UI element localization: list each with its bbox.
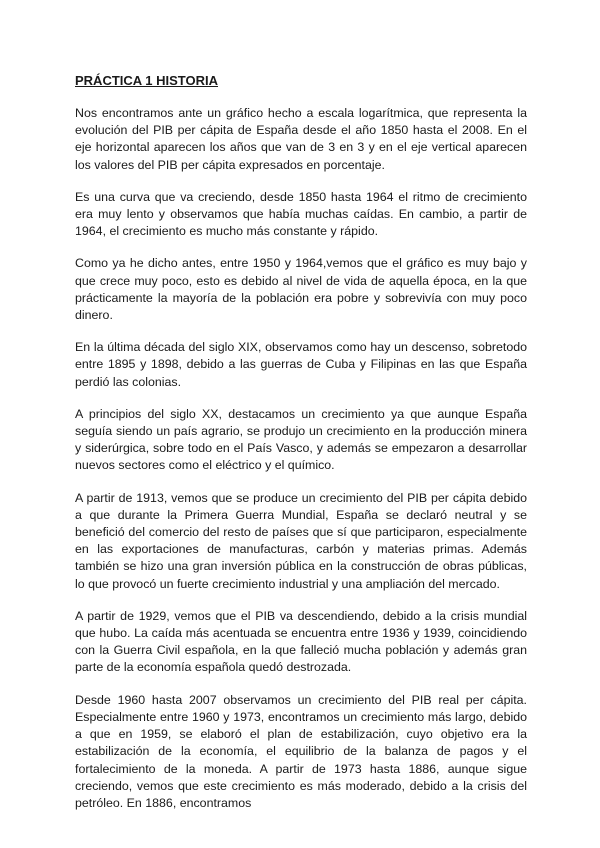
paragraph-1950-1964: Como ya he dicho antes, entre 1950 y 1964,vemos que el gráfico es muy bajo y que crece muy poco, esto es debido al nivel de vida de aquella época, en la que prácticamente la mayoría de la población era pobre y sobrevivía con muy poco dinero. [75, 256, 527, 323]
document-body [75, 72, 527, 827]
paragraph-1960-2007: Desde 1960 hasta 2007 observamos un crecimiento del PIB real per cápita. Especialmente entre 1960 y 1973, encontramos un crecimiento más largo, debido a que en 1959, se elaboró el plan de estabilización, cuyo objetivo era la estabilización de la economía, el equilibrio de la balanza de pagos y el fortalecimiento de la moneda. A partir de 1973 hasta 1886, aunque sigue creciendo, vemos que este crecimiento es más moderado, debido a la crisis del petróleo. En 1886, encontramos [75, 692, 527, 810]
paragraph-1913: A partir de 1913, vemos que se produce un crecimiento del PIB per cápita debido a que durante la Primera Guerra Mundial, España se declaró neutral y se benefició del comercio del resto de países que sí que participaron, especialmente en las exportaciones de manufacturas, carbón y materias primas. Además también se hizo una gran inversión pública en la construcción de obras públicas, lo que provocó un fuerte crecimiento industrial y una ampliación del mercado. [75, 490, 527, 591]
paragraph-intro: Nos encontramos ante un gráfico hecho a escala logarítmica, que representa la evolución del PIB per cápita de España desde el año 1850 hasta el 2008. En el eje horizontal aparecen los años que van de 3 en 3 y en el eje vertical aparecen los valores del PIB per cápita expresados en porcentaje. [75, 106, 527, 172]
paragraph-siglo-xx: A principios del siglo XX, destacamos un crecimiento ya que aunque España seguía siendo un país agrario, se produjo un crecimiento en la producción minera y siderúrgica, sobre todo en el País Vasco, y además se empezaron a desarrollar nuevos sectores como el eléctrico y el químico. [75, 406, 527, 473]
paragraph-siglo-xix: En la última década del siglo XIX, observamos como hay un descenso, sobretodo entre 1895 y 1898, debido a las guerras de Cuba y Filipinas en las que España perdió las colonias. [75, 340, 527, 389]
document-title: PRÁCTICA 1 HISTORIA [75, 73, 219, 88]
paragraph-curve: Es una curva que va creciendo, desde 1850 hasta 1964 el ritmo de crecimiento era muy lento y observamos que había muchas caídas. En cambio, a partir de 1964, el crecimiento es mucho más constante y rápido. [75, 189, 527, 239]
paragraph-1929: A partir de 1929, vemos que el PIB va descendiendo, debido a la crisis mundial que hubo. La caída más acentuada se encuentra entre 1936 y 1939, coincidiendo con la Guerra Civil española, en la que falleció mucha población y además gran parte de la economía española quedó destrozada. [75, 608, 527, 675]
